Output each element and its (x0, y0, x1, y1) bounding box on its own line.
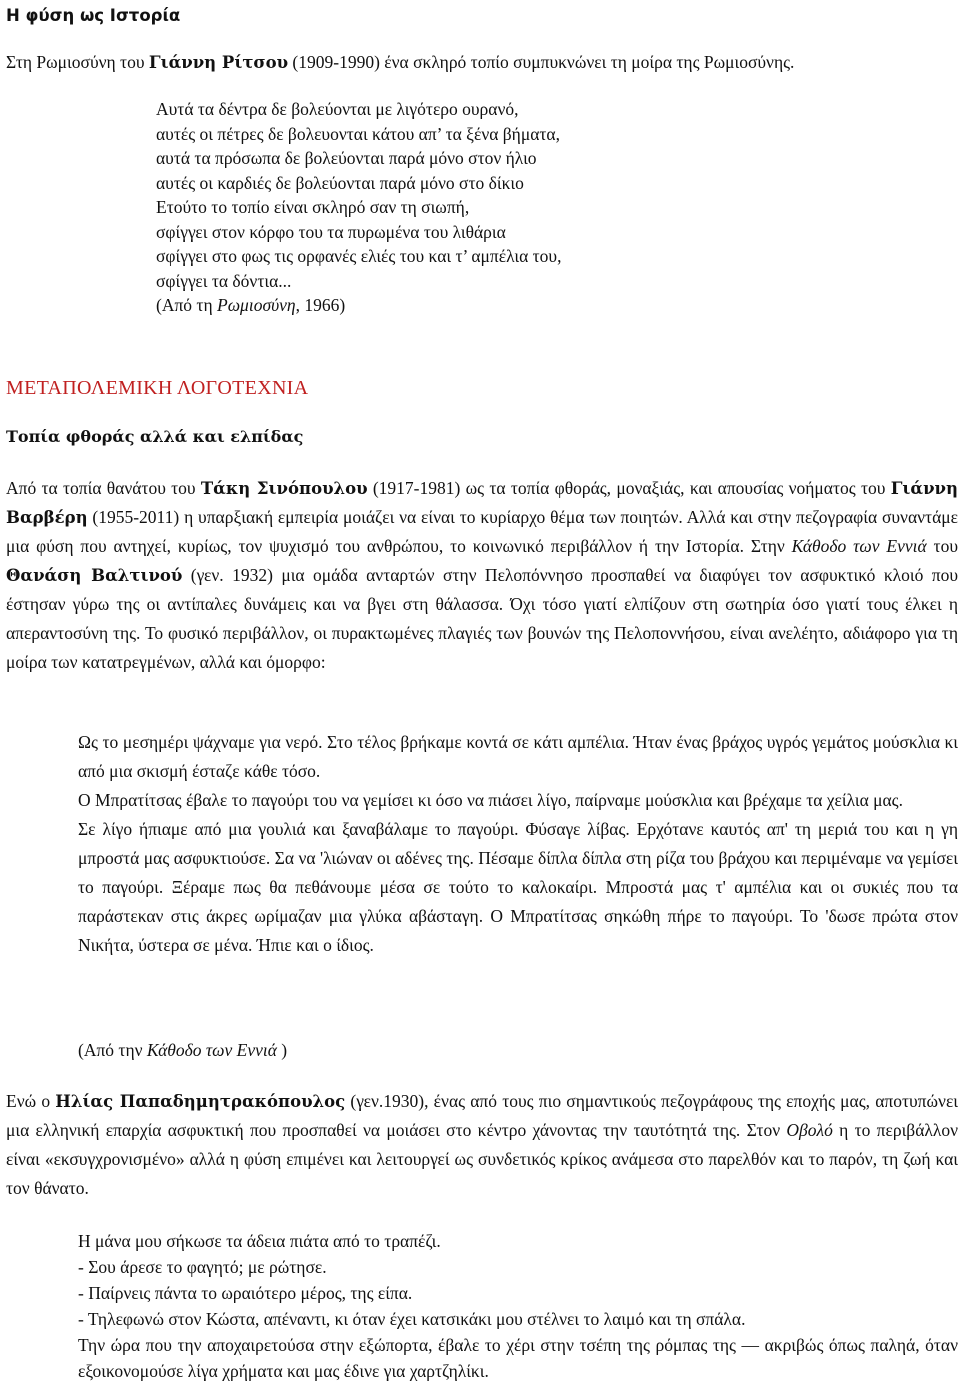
excerpt-source: (Από την Κάθοδο των Εννιά ) (78, 1040, 288, 1060)
excerpt-ovolos (78, 1228, 958, 1384)
poem-line: σφίγγει στο φως τις ορφανές ελιές του και τ’ αμπέλια του, (156, 246, 562, 266)
section-subtitle: Τοπία φθοράς αλλά και ελπίδας (6, 427, 304, 446)
excerpt-paragraph: Ο Μπρατίτσας έβαλε το παγούρι του να γεμίσει κι όσο να πιάσει λίγο, παίρναμε μούσκλια και βρέχαμε τα χείλια μας. (78, 790, 903, 810)
author-sinopoulos: Τάκη Σινόπουλου (200, 479, 368, 498)
poem-romiosini (156, 97, 561, 318)
excerpt-kathodos (78, 728, 958, 960)
poem-line: σφίγγει στον κόρφο του τα πυρωμένα του λιθάρια (156, 221, 506, 242)
excerpt-line: Την ώρα που την αποχαιρετούσα στην εξώπορτα, έβαλε το χέρι στην τσέπη της ρόμπας της — ακριβώς όπως παληά, όταν εξοικονομούσε λίγα χρήματα και μας έδινε για χαρτζηλίκι. (78, 1335, 958, 1381)
intro-text-post: (1909-1990) ένα σκληρό τοπίο συμπυκνώνει τη μοίρα της Ρωμιοσύνης. (288, 52, 795, 72)
author-varveris: Γιάννη Βαρβέρη (6, 479, 958, 527)
poem-line: Αυτά τα δέντρα δε βολεύονται με λιγότερο ουρανό, (156, 99, 519, 119)
intro-author: Γιάννη Ρίτσου (148, 53, 289, 72)
poem-line: σφίγγει τα δόντια... (156, 270, 292, 291)
poem-source: (Από τη Ρωμιοσύνη, 1966) (156, 295, 346, 315)
excerpt-paragraph: Ως το μεσημέρι ψάχναμε για νερό. Στο τέλος βρήκαμε κοντά σε κάτι αμπέλια. Ήταν ένας βράχος υγρός γεμάτος μούσκλια κι από μια σκισμή έσταζε κάθε τόσο. (78, 732, 958, 781)
excerpt-line: Η μάνα μου σήκωσε τα άδεια πιάτα από το τραπέζι. (78, 1231, 441, 1251)
paragraph-papadimitrakopoulos: Ενώ ο Ηλίας Παπαδημητρακόπουλος (γεν.1930), ένας από τους πιο σημαντικούς πεζογράφους της εποχής μας, αποτυπώνει μια ελληνική επαρχία ασφυκτική που προσπαθεί να μοιάσει στο κέντρο χάνοντας την ταυτότητά της. Στον Οβολό η το περιβάλλον είναι «εκσυγχρονισμένο» αλλά η φύση επιμένει και λειτουργεί ως συνδετικός κρίκος ανάμεσα στο παρελθόν και το παρόν, τη ζωή και τον θάνατο. (6, 1091, 958, 1198)
excerpt-line: - Παίρνεις πάντα το ωραιότερο μέρος, της είπα. (78, 1283, 413, 1303)
poem-line: Ετούτο το τοπίο είναι σκληρό σαν τη σιωπή, (156, 197, 470, 217)
intro-text-pre: Στη Ρωμιοσύνη του (6, 52, 149, 72)
excerpt-paragraph: Σε λίγο ήπιαμε από μια γουλιά και ξαναβάλαμε το παγούρι. Φύσαγε λίβας. Ερχότανε καυτός απ' τη μεριά του και η γη μπροστά μας ασφυκτιούσε. Σα να 'λιώναν οι αδένες της. Πέσαμε δίπλα δίπλα στη ρίζα του βράχου και περιμέναμε να γεμίσει το παγούρι. Ξέραμε πως θα πεθάνουμε μέσα σε τούτο το καλοκαίρι. Μπροστά μας τ' αμπέλια και οι συκιές που τα παράστεκαν στις άκρες ωρίμαζαν μια γλύκα αβάσταγη. Ο Μπρατίτσας σηκώθη πήρε το παγούρι. Το 'δωσε πρώτα στον Νικήτα, ύστερα σε μένα. Ήπιε και ο ίδιος. (78, 819, 958, 955)
excerpt-line: - Τηλεφωνώ στον Κώστα, απέναντι, κι όταν έχει κατσικάκι μου στέλνει το λαιμό και τη σπάλα. (78, 1309, 746, 1329)
poem-line: αυτά τα πρόσωπα δε βολεύονται παρά μόνο στον ήλιο (156, 148, 537, 168)
paragraph-decay-landscapes: Από τα τοπία θανάτου του Τάκη Σινόπουλου (1917-1981) ως τα τοπία φθοράς, μοναξιάς, και απουσίας νοήματος του Γιάννη Βαρβέρη (1955-2011) η υπαρξιακή εμπειρία μοιάζει να είναι το κυρίαρχο θέμα των ποιητών. Αλλά και στην πεζογραφία συναντάμε μια φύση που αντηχεί, κυρίως, τον ψυχισμό του ανθρώπου, το κοινωνικό περιβάλλον ή την Ιστορία. Στην Κάθοδο των Εννιά του Θανάση Βαλτινού (γεν. 1932) μια ομάδα ανταρτών στην Πελοπόννησο προσπαθεί να διαφύγει τον ασφυκτικό κλοιό που έστησαν γύρω της οι αντίπαλες δυνάμεις και να βγει στη θάλασσα. Όχι τόσο γιατί ελπίζουν στη σωτηρία όσο γιατί τους έλκει η απεραντοσύνη της. Το φυσικό περιβάλλον, οι πυρακτωμένες πλαγιές των βουνών της Πελοποννήσου, είναι ανελέητο, αδιάφορο για τη μοίρα των κατατρεγμένων, αλλά και όμορφο: (6, 478, 958, 672)
poem-line: αυτές οι καρδιές δε βολεύονται παρά μόνο στο δίκιο (156, 172, 524, 193)
poem-line: αυτές οι πέτρες δε βολευονται κάτου απ’ τα ξένα βήματα, (156, 123, 560, 144)
author-valtinos: Θανάση Βαλτινού (6, 566, 183, 585)
intro-sentence (6, 52, 794, 73)
author-papadimitrakopoulos: Ηλίας Παπαδημητρακόπουλος (55, 1092, 346, 1111)
excerpt-source-title: Κάθοδο των Εννιά (146, 1040, 277, 1060)
poem-source-title: Ρωμιοσύνη (217, 295, 296, 315)
section-title: ΜΕΤΑΠΟΛΕΜΙΚΗ ΛΟΓΟΤΕΧΝΙΑ (6, 377, 309, 399)
book-title-ovolos: Οβολό (786, 1120, 833, 1140)
page-heading: Η φύση ως Ιστορία (6, 6, 181, 25)
excerpt-line: - Σου άρεσε το φαγητό; με ρώτησε. (78, 1257, 327, 1277)
book-title-kathodos: Κάθοδο των Εννιά (791, 536, 927, 556)
